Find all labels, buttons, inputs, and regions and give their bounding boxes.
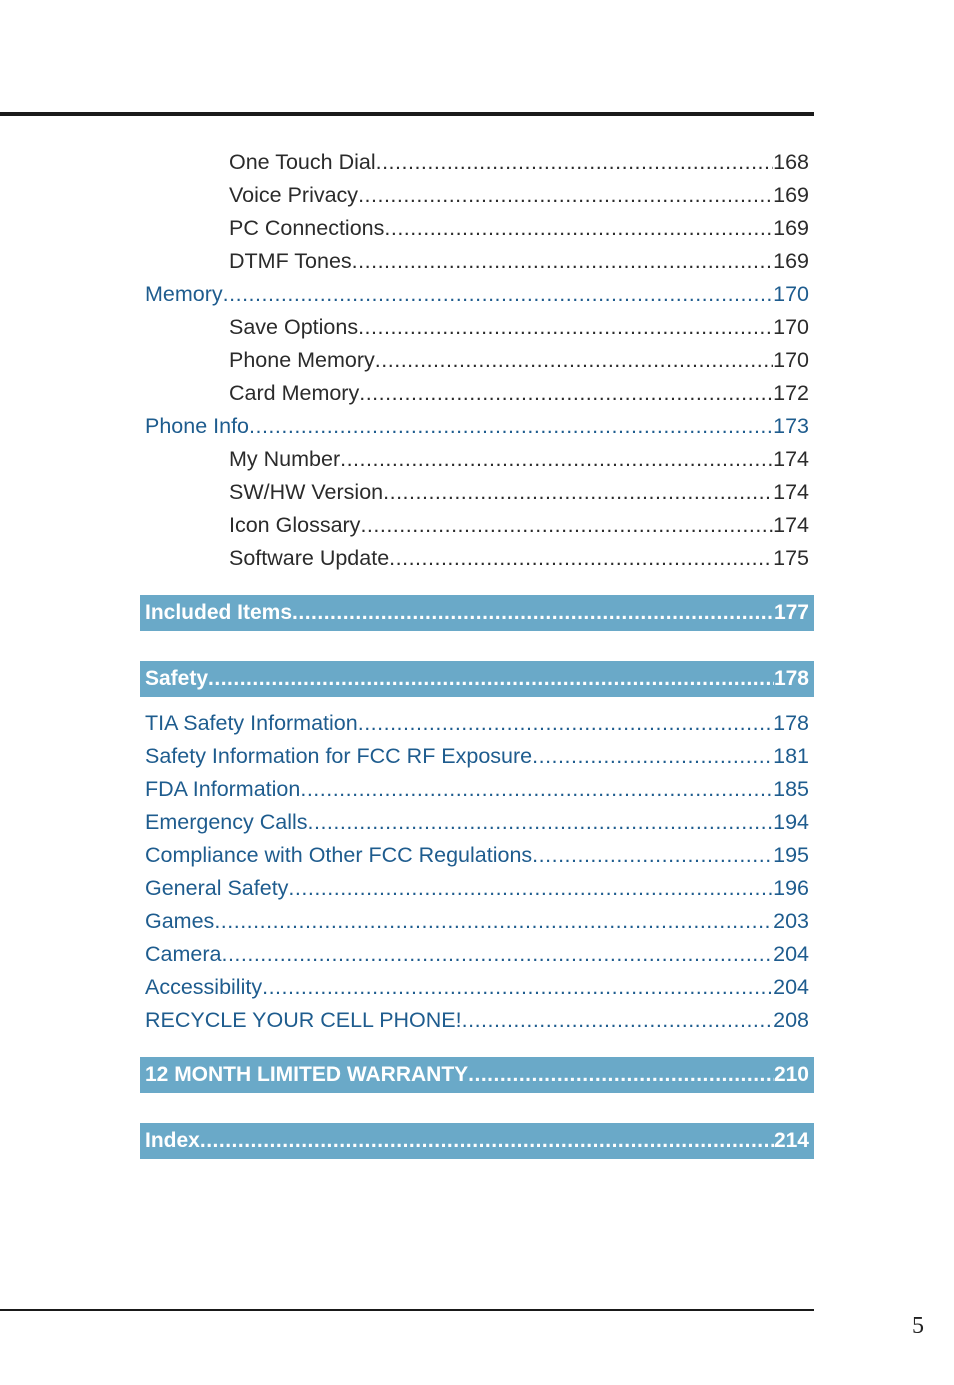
toc-entry-title: One Touch Dial — [229, 150, 376, 174]
leader-dots — [532, 743, 773, 769]
toc-entry-page: 203 — [773, 909, 809, 933]
toc-entry-title: My Number — [229, 447, 341, 471]
toc-entry[interactable] — [145, 1007, 809, 1033]
section-title: Safety — [145, 667, 209, 690]
leader-dots — [352, 248, 773, 274]
leader-dots — [221, 941, 773, 967]
toc-entry[interactable] — [145, 908, 809, 934]
leader-dots — [249, 413, 773, 439]
toc-entry-title: General Safety — [145, 876, 289, 900]
toc-entry[interactable] — [229, 545, 809, 571]
section-page: 177 — [773, 601, 809, 624]
toc-entry-page: 169 — [773, 249, 809, 273]
toc-entry-title: Memory — [145, 282, 223, 306]
toc-entry[interactable] — [229, 182, 809, 208]
leader-dots — [300, 776, 773, 802]
toc-entry-title: FDA Information — [145, 777, 301, 801]
leader-dots — [384, 215, 773, 241]
leader-dots — [340, 446, 773, 472]
toc-entry[interactable] — [145, 809, 809, 835]
toc-entry-page: 170 — [773, 282, 809, 306]
leader-dots — [214, 908, 773, 934]
toc-entry-title: RECYCLE YOUR CELL PHONE! — [145, 1008, 462, 1032]
toc-entry[interactable] — [145, 776, 809, 802]
leader-dots — [308, 809, 774, 835]
toc-entry-page: 185 — [773, 777, 809, 801]
toc-entry[interactable] — [229, 248, 809, 274]
section-page: 210 — [773, 1063, 809, 1086]
toc-entry-title: PC Connections — [229, 216, 385, 240]
toc-entry-page: 181 — [773, 744, 809, 768]
toc-entry-title: Camera — [145, 942, 222, 966]
leader-dots — [358, 710, 773, 736]
toc-entry-page: 204 — [773, 942, 809, 966]
section-title: Index — [145, 1129, 200, 1152]
leader-dots — [292, 601, 774, 625]
toc-entry-title: Emergency Calls — [145, 810, 308, 834]
toc-entry-title: Save Options — [229, 315, 359, 339]
leader-dots — [383, 479, 773, 505]
toc-entry-page: 196 — [773, 876, 809, 900]
toc-entry-page: 178 — [773, 711, 809, 735]
toc-entry-title: Icon Glossary — [229, 513, 361, 537]
leader-dots — [358, 182, 773, 208]
toc-entry-title: Games — [145, 909, 215, 933]
leader-dots — [223, 281, 773, 307]
toc-entry[interactable] — [229, 149, 809, 175]
leader-dots — [359, 380, 773, 406]
section-safety[interactable] — [140, 661, 814, 697]
toc-entry-title: Accessibility — [145, 975, 263, 999]
toc-entry-page: 174 — [773, 513, 809, 537]
leader-dots — [360, 512, 773, 538]
toc-entry-title: Software Update — [229, 546, 390, 570]
toc-entry-title: SW/HW Version — [229, 480, 384, 504]
toc-entry-title: Compliance with Other FCC Regulations — [145, 843, 533, 867]
toc-entry[interactable] — [229, 446, 809, 472]
toc-entry-title: Voice Privacy — [229, 183, 359, 207]
toc-entry-page: 174 — [773, 480, 809, 504]
section-title: 12 MONTH LIMITED WARRANTY — [145, 1063, 469, 1086]
section-title: Included Items — [145, 601, 293, 624]
leader-dots — [358, 314, 773, 340]
section-page: 178 — [773, 667, 809, 690]
toc-entry-title: Phone Memory — [229, 348, 375, 372]
toc-entry-page: 194 — [773, 810, 809, 834]
toc-entry-page: 168 — [773, 150, 809, 174]
toc-entry[interactable] — [229, 512, 809, 538]
toc-entry-page: 169 — [773, 183, 809, 207]
toc-entry-title: DTMF Tones — [229, 249, 352, 273]
toc-entry-page: 195 — [773, 843, 809, 867]
toc-entry-title: Phone Info — [145, 414, 250, 438]
toc-entry[interactable] — [229, 215, 809, 241]
toc-entry-title: Safety Information for FCC RF Exposure — [145, 744, 533, 768]
toc-entry-page: 172 — [773, 381, 809, 405]
toc-entry-page: 170 — [773, 315, 809, 339]
toc-entry-phone-info[interactable] — [145, 413, 809, 439]
section-index[interactable] — [140, 1123, 814, 1159]
page-number: 5 — [912, 1313, 924, 1339]
toc-entry-page: 204 — [773, 975, 809, 999]
toc-entry[interactable] — [145, 842, 809, 868]
toc-entry[interactable] — [145, 875, 809, 901]
leader-dots — [468, 1063, 774, 1087]
toc-entry-page: 175 — [773, 546, 809, 570]
leader-dots — [376, 149, 774, 175]
top-rule — [0, 112, 814, 116]
toc-entry[interactable] — [145, 743, 809, 769]
leader-dots — [200, 1129, 774, 1153]
section-page: 214 — [773, 1129, 809, 1152]
toc-entry-page: 174 — [773, 447, 809, 471]
toc-entry-page: 208 — [773, 1008, 809, 1032]
toc-entry-memory[interactable] — [145, 281, 809, 307]
section-included-items[interactable] — [140, 595, 814, 631]
leader-dots — [462, 1007, 774, 1033]
bottom-rule — [0, 1309, 814, 1311]
leader-dots — [208, 667, 774, 691]
toc-entry[interactable] — [145, 941, 809, 967]
toc-entry[interactable] — [229, 479, 809, 505]
toc-entry-title: TIA Safety Information — [145, 711, 358, 735]
toc-entry[interactable] — [229, 314, 809, 340]
leader-dots — [532, 842, 773, 868]
section-warranty[interactable] — [140, 1057, 814, 1093]
toc-entry-page: 170 — [773, 348, 809, 372]
leader-dots — [375, 347, 773, 373]
leader-dots — [288, 875, 773, 901]
toc-entry-title: Card Memory — [229, 381, 360, 405]
toc-entry-page: 173 — [773, 414, 809, 438]
leader-dots — [389, 545, 773, 571]
leader-dots — [262, 974, 773, 1000]
toc-entry[interactable] — [229, 380, 809, 406]
toc-entry-page: 169 — [773, 216, 809, 240]
toc-entry[interactable] — [145, 974, 809, 1000]
toc-entry[interactable] — [145, 710, 809, 736]
toc-entry[interactable] — [229, 347, 809, 373]
